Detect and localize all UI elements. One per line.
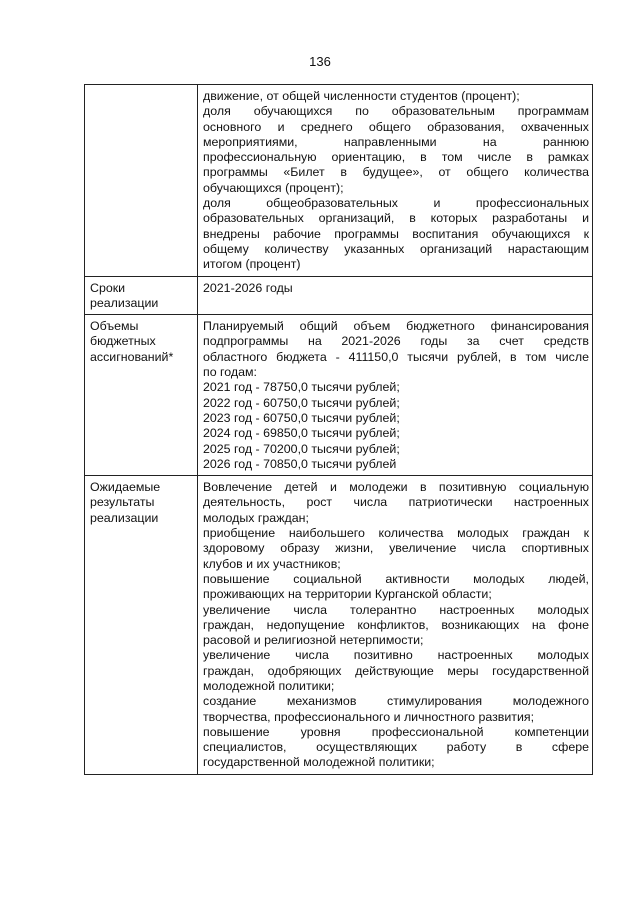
row-label-line: результаты (90, 495, 155, 510)
row-content-line: 2026 год - 70850,0 тысячи рублей (203, 456, 397, 471)
row-content-line: 2023 год - 60750,0 тысячи рублей; (203, 410, 400, 425)
row-content-line: увеличение числа позитивно настроенных молодых (203, 648, 589, 663)
row-label-cell (85, 85, 198, 277)
row-content-line: 2021-2026 годы (203, 280, 293, 295)
row-label-line: Ожидаемые (90, 480, 161, 495)
row-content-line: увеличение числа толерантно настроенных молодых (203, 602, 589, 617)
row-content-line: молодых граждан; (203, 510, 309, 525)
row-content-cell (198, 315, 593, 476)
row-content-cell (198, 476, 593, 775)
row-content-line: программы «Билет в будущее», от общего количества (203, 165, 589, 180)
row-label-cell (85, 315, 198, 476)
row-content-line: профессиональную ориентацию, в том числе в рамках (203, 150, 589, 165)
row-label-line: Сроки (90, 280, 126, 295)
row-content-cell (198, 276, 593, 315)
row-label-line: бюджетных (90, 334, 156, 349)
row-content-line: молодежной политики; (203, 678, 335, 693)
row-content-line: внедрены рабочие программы воспитания обучающихся к (203, 226, 589, 241)
row-content-line: государственной молодежной политики; (203, 755, 435, 770)
row-content-line: Планируемый общий объем бюджетного финансирования (203, 319, 589, 334)
row-label-line: ассигнований* (90, 349, 174, 364)
row-content-line: итогом (процент) (203, 257, 301, 272)
row-content-line: граждан, недопущение конфликтов, возникающих на фоне (203, 617, 589, 632)
row-content-line: 2025 год - 70200,0 тысячи рублей; (203, 441, 400, 456)
row-content-line: подпрограммы на 2021-2026 годы за счет средств (203, 334, 589, 349)
row-content-line: проживающих на территории Курганской области; (203, 587, 492, 602)
table-row-indicators-continuation (85, 85, 593, 277)
row-content-line: специалистов, осуществляющих работу в сфере (203, 740, 589, 755)
row-label-line: реализации (90, 295, 159, 310)
page-number: 136 (309, 54, 331, 69)
row-content-line: образовательных организаций, в которых разработаны и (203, 211, 589, 226)
row-content-line: общему количеству указанных организаций нарастающим (203, 241, 589, 256)
row-content-line: движение, от общей численности студентов (процент); (203, 89, 520, 103)
row-content-line: мероприятиями, направленными на раннюю (203, 134, 589, 149)
row-content-line: деятельность, рост числа патриотически настроенных (203, 495, 589, 510)
row-content-line: здоровому образу жизни, увеличение числа спортивных (203, 541, 589, 556)
row-content-line: граждан, одобряющих действующие меры государственной (203, 663, 589, 678)
row-content-cell (198, 85, 593, 277)
row-content-line: по годам: (203, 365, 257, 380)
row-label-cell (85, 476, 198, 775)
row-content-line: доля обучающихся по образовательным программам (203, 104, 589, 119)
row-content-line: расовой и религиозной нетерпимости; (203, 633, 424, 648)
row-content-line: обучающихся (процент); (203, 180, 344, 195)
row-content-line: клубов и их участников; (203, 556, 341, 571)
row-content-line: областного бюджета - 411150,0 тысячи рублей, в том числе (203, 349, 589, 364)
row-label-cell (85, 276, 198, 315)
row-content-line: создание механизмов стимулирования молодежного (203, 694, 589, 709)
passport-table-body (85, 85, 593, 775)
row-content-line: доля общеобразовательных и профессиональных (203, 196, 589, 211)
table-row-expected-results (85, 476, 593, 775)
table-row-implementation-period (85, 276, 593, 315)
row-content-line: повышение социальной активности молодых людей, (203, 571, 589, 586)
row-content-line: Вовлечение детей и молодежи в позитивную социальную (203, 480, 589, 495)
passport-table (84, 84, 593, 775)
row-content-line: приобщение наибольшего количества молодых граждан к (203, 526, 589, 541)
row-label-line: реализации (90, 510, 159, 525)
row-content-line: 2022 год - 60750,0 тысячи рублей; (203, 395, 400, 410)
row-content-line: повышение уровня профессиональной компетенции (203, 724, 589, 739)
table-row-budget-allocations (85, 315, 593, 476)
row-content-line: основного и среднего общего образования, охваченных (203, 119, 589, 134)
row-content-line: 2024 год - 69850,0 тысячи рублей; (203, 426, 400, 441)
row-content-line: творчества, профессионального и личностного развития; (203, 709, 535, 724)
row-label-line: Объемы (90, 319, 139, 334)
row-content-line: 2021 год - 78750,0 тысячи рублей; (203, 380, 400, 395)
